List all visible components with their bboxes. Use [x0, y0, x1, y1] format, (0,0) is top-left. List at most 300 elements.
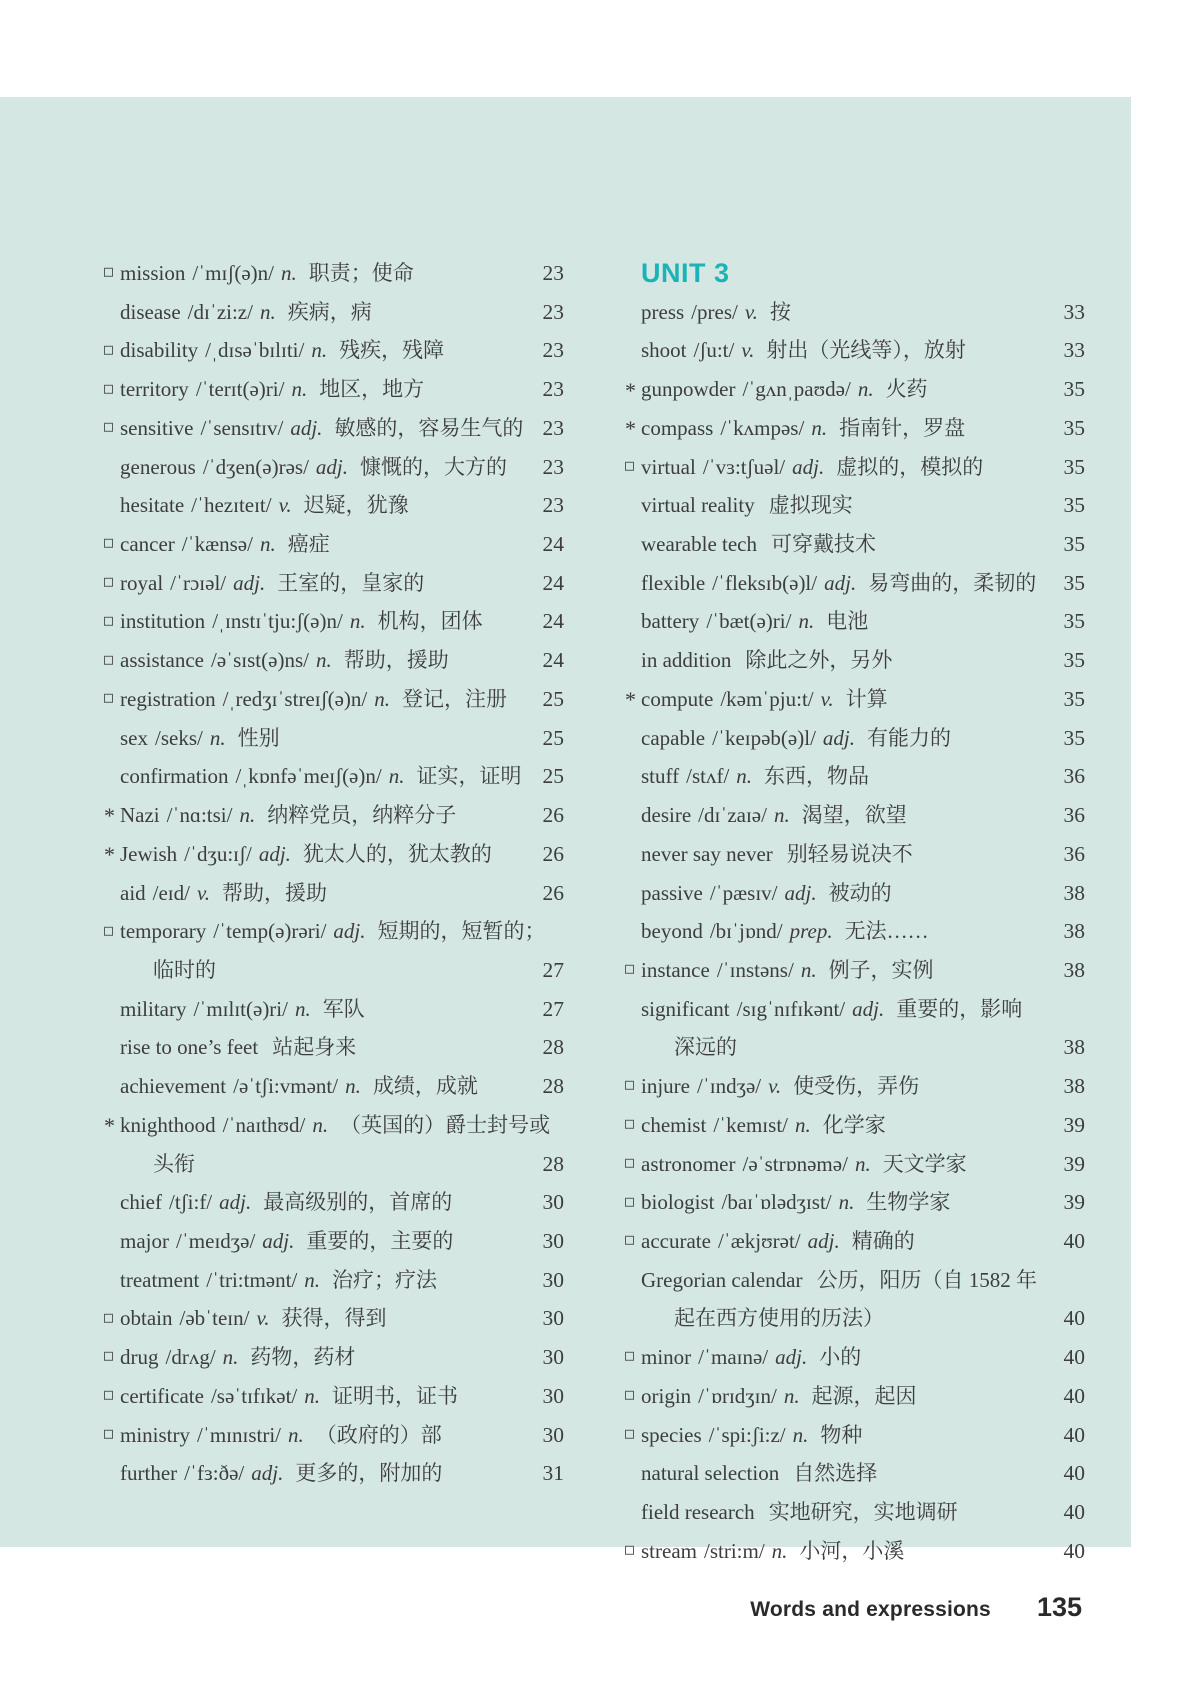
entry-word: chemist [641, 1112, 707, 1137]
glossary-entry [104, 525, 564, 564]
entry-page-ref: 35 [1063, 686, 1085, 711]
glossary-entry [104, 874, 564, 913]
entry-page-ref: 35 [1063, 415, 1085, 440]
entry-page-ref: 39 [1063, 1151, 1085, 1176]
entry-word: species [641, 1422, 702, 1447]
glossary-entry [104, 1261, 564, 1300]
glossary-entry [625, 951, 1085, 990]
glossary-entry-continuation [625, 1299, 1085, 1338]
entry-word: wearable tech [641, 532, 758, 557]
entry-word: Jewish [120, 841, 178, 866]
glossary-entry [625, 370, 1085, 409]
entry-text [120, 525, 330, 564]
entry-word: passive [641, 880, 703, 905]
entry-page-ref: 35 [1063, 532, 1085, 557]
entry-word: further [120, 1461, 178, 1486]
entry-definition: 使受伤，弄伤 [793, 1074, 920, 1099]
entry-pos: n. [854, 1151, 871, 1176]
entry-word: origin [641, 1383, 692, 1408]
box-marker-icon [625, 1197, 634, 1206]
entry-page-ref: 33 [1063, 338, 1085, 363]
glossary-entry [625, 293, 1085, 332]
entry-definition: 虚拟现实 [768, 493, 853, 518]
entry-text [641, 719, 951, 758]
entry-word: disability [120, 338, 199, 363]
entry-text [641, 1377, 917, 1416]
entry-definition: 天文学家 [882, 1151, 967, 1176]
glossary-entry [625, 1145, 1085, 1184]
glossary-entry [104, 409, 564, 448]
entry-page-ref: 36 [1063, 841, 1085, 866]
entry-pos: v. [278, 493, 292, 518]
entry-word: drug [120, 1345, 159, 1370]
entry-page-ref: 28 [542, 1074, 564, 1099]
entry-word: chief [120, 1190, 162, 1215]
entry-phonetic: /sɪgˈnɪfɪkənt/ [736, 996, 846, 1021]
entry-phonetic: /ˈækjʊrət/ [717, 1228, 801, 1253]
entry-definition-continuation: 临时的 [153, 957, 216, 982]
entry-pos: prep. [789, 919, 833, 944]
entry-text [641, 1493, 958, 1532]
entry-page-ref: 33 [1063, 299, 1085, 324]
entry-word: instance [641, 957, 710, 982]
entry-text [120, 641, 449, 680]
entry-phonetic: /əˈsɪst(ə)ns/ [210, 648, 309, 673]
entry-definition: 易弯曲的，柔韧的 [868, 570, 1037, 595]
box-marker-icon [104, 655, 113, 664]
entry-page-ref: 35 [1063, 454, 1085, 479]
glossary-entry [104, 1454, 564, 1493]
entry-text [120, 1106, 550, 1145]
entry-phonetic: /ˈɒrɪdʒɪn/ [698, 1383, 777, 1408]
entry-word: sex [120, 725, 148, 750]
entry-pos: n. [736, 764, 753, 789]
entry-page-ref: 40 [1063, 1306, 1085, 1331]
glossary-column-left [104, 254, 564, 1493]
entry-word: field research [641, 1500, 755, 1524]
entry-phonetic: /ˌredʒɪˈstreɪʃ(ə)n/ [222, 686, 368, 711]
entry-definition: 迟疑，犹豫 [303, 493, 409, 518]
entry-phonetic: /ˈkemɪst/ [713, 1112, 788, 1137]
entry-phonetic: /ˌdɪsəˈbɪlɪti/ [205, 338, 305, 363]
entry-pos: n. [304, 1383, 320, 1408]
entry-text [641, 990, 1022, 1029]
entry-definition: 获得，得到 [281, 1306, 387, 1331]
entry-page-ref [556, 1106, 564, 1145]
entry-definition: 职责；使命 [308, 261, 414, 285]
box-marker-icon [104, 926, 113, 935]
box-marker-icon [625, 1546, 634, 1555]
entry-page-ref: 27 [542, 957, 564, 982]
entry-text [641, 835, 913, 874]
entry-word: natural selection [641, 1461, 780, 1486]
entry-word: accurate [641, 1228, 711, 1253]
entry-text [120, 680, 507, 719]
entry-phonetic: /əbˈteɪn/ [179, 1306, 250, 1331]
entry-word: confirmation [120, 764, 229, 789]
entry-word: sensitive [120, 415, 194, 440]
entry-text [120, 1261, 437, 1300]
glossary-entry [104, 641, 564, 680]
entry-text [120, 254, 414, 293]
box-marker-icon [625, 1081, 634, 1090]
glossary-entry [625, 1067, 1085, 1106]
entry-text [641, 874, 892, 913]
entry-phonetic: /ˈgʌnˌpaʊdə/ [742, 377, 851, 402]
entry-page-ref: 23 [542, 454, 564, 479]
entry-phonetic: /səˈtɪfɪkət/ [210, 1383, 298, 1408]
entry-page-ref: 35 [1063, 648, 1085, 673]
entry-phonetic: /ˈkænsə/ [181, 532, 253, 557]
entry-page-ref: 40 [1063, 1345, 1085, 1370]
entry-pos: v. [744, 299, 758, 324]
entry-text [641, 1338, 861, 1377]
entry-word: battery [641, 609, 700, 634]
entry-definition: 无法…… [844, 919, 929, 944]
entry-text [641, 486, 853, 525]
entry-phonetic: /ˈtri:tmənt/ [206, 1267, 298, 1292]
entry-text [120, 1183, 452, 1222]
entry-text [120, 293, 372, 332]
entry-definition: 有能力的 [867, 725, 951, 750]
entry-pos: n. [773, 803, 790, 828]
entry-phonetic: /tʃi:f/ [168, 1190, 213, 1215]
entry-text [141, 951, 216, 990]
entry-page-ref: 30 [542, 1267, 564, 1292]
entry-pos: adj. [824, 570, 857, 595]
box-marker-icon [104, 578, 113, 587]
glossary-entry [104, 912, 564, 951]
entry-page-ref: 30 [542, 1383, 564, 1408]
entry-pos: n. [783, 1383, 800, 1408]
entry-phonetic: /drʌg/ [165, 1345, 216, 1370]
entry-word: in addition [641, 648, 732, 673]
entry-text [641, 370, 928, 409]
entry-phonetic: /ˈterɪt(ə)ri/ [195, 377, 285, 402]
entry-definition-continuation: 头衔 [153, 1151, 195, 1176]
entry-word: temporary [120, 919, 207, 944]
entry-page-ref [1077, 990, 1085, 1029]
entry-word: shoot [641, 338, 687, 363]
entry-page-ref: 24 [542, 648, 564, 673]
entry-page-ref: 35 [1063, 493, 1085, 518]
star-marker-icon: * [104, 803, 115, 829]
entry-text [641, 525, 876, 564]
entry-word: beyond [641, 919, 703, 944]
glossary-entry [625, 719, 1085, 758]
entry-phonetic: /stri:m/ [703, 1538, 765, 1563]
entry-word: institution [120, 609, 206, 634]
glossary-panel [0, 97, 1131, 1563]
entry-text [120, 486, 409, 525]
entry-text [120, 990, 365, 1029]
entry-phonetic: /ʃu:t/ [693, 338, 735, 363]
entry-pos: n. [374, 686, 390, 711]
entry-definition: 残疾，残障 [339, 338, 445, 363]
entry-definition: 地区，地方 [319, 377, 425, 402]
entry-phonetic: /ˈsensɪtɪv/ [200, 415, 284, 440]
entry-definition: 治疗；疗法 [332, 1267, 438, 1292]
glossary-entry-continuation [104, 951, 564, 990]
entry-word: treatment [120, 1267, 200, 1292]
entry-word: Gregorian calendar [641, 1267, 803, 1292]
entry-phonetic: /bɪˈjɒnd/ [709, 919, 783, 944]
box-marker-icon [104, 539, 113, 548]
entry-text [120, 1338, 355, 1377]
entry-definition: 癌症 [287, 532, 330, 557]
entry-page-ref: 30 [542, 1190, 564, 1215]
entry-word: generous [120, 454, 196, 479]
entry-phonetic: /ˈhezɪteɪt/ [191, 493, 272, 518]
entry-page-ref: 30 [542, 1306, 564, 1331]
entry-definition: （政府的）部 [315, 1422, 442, 1447]
entry-definition: 证明书，证书 [332, 1383, 458, 1408]
entry-phonetic: /əˈstrɒnəmə/ [742, 1151, 848, 1176]
glossary-entry [104, 757, 564, 796]
glossary-entry [104, 564, 564, 603]
entry-phonetic: /ˈrɔɪəl/ [170, 570, 227, 595]
entry-text [120, 564, 424, 603]
entry-pos: n. [294, 996, 311, 1021]
entry-word: obtain [120, 1306, 173, 1331]
glossary-entry [625, 1106, 1085, 1145]
entry-pos: adj. [852, 996, 885, 1021]
entry-phonetic: /ˈmɪlɪt(ə)ri/ [193, 996, 288, 1021]
entry-pos: n. [259, 532, 276, 557]
star-marker-icon: * [625, 377, 636, 403]
entry-definition: 更多的，附加的 [295, 1461, 443, 1486]
entry-phonetic: /ˈtemp(ə)rəri/ [213, 919, 327, 944]
glossary-entry [625, 1338, 1085, 1377]
box-marker-icon [625, 965, 634, 974]
glossary-entry [104, 1028, 564, 1067]
entry-text [120, 1067, 478, 1106]
star-marker-icon: * [625, 687, 636, 713]
entry-pos: n. [838, 1190, 855, 1215]
entry-text [641, 641, 892, 680]
entry-pos: adj. [792, 454, 825, 479]
entry-pos: n. [857, 377, 874, 402]
glossary-entry [104, 1106, 564, 1145]
entry-word: biologist [641, 1190, 715, 1215]
glossary-entry [104, 796, 564, 835]
entry-page-ref: 38 [1063, 1074, 1085, 1099]
entry-definition: 按 [769, 299, 791, 324]
entry-page-ref: 23 [542, 338, 564, 363]
entry-definition: 公历，阳历（自 1582 年 [816, 1267, 1037, 1292]
entry-page-ref: 40 [1063, 1461, 1085, 1486]
box-marker-icon [104, 1391, 113, 1400]
entry-pos: adj. [262, 1228, 295, 1253]
glossary-entry [625, 1377, 1085, 1416]
entry-word: press [641, 299, 685, 324]
entry-text [141, 1145, 195, 1184]
entry-text [641, 1454, 877, 1493]
entry-definition: 机构，团体 [377, 609, 483, 634]
entry-phonetic: /stʌf/ [686, 764, 730, 789]
entry-text [120, 757, 521, 796]
entry-page-ref: 23 [542, 299, 564, 324]
entry-pos: adj. [822, 725, 855, 750]
entry-text [662, 1028, 737, 1067]
entry-pos: n. [795, 1112, 811, 1137]
entry-pos: v. [820, 686, 834, 711]
entry-definition: 自然选择 [793, 1461, 878, 1486]
glossary-entry [625, 835, 1085, 874]
entry-phonetic: /kəmˈpju:t/ [720, 686, 814, 711]
entry-pos: n. [771, 1538, 788, 1563]
entry-definition: 火药 [885, 377, 928, 402]
glossary-entry [104, 1299, 564, 1338]
entry-pos: n. [291, 377, 308, 402]
entry-text [641, 564, 1036, 603]
entry-word: gunpowder [641, 377, 736, 402]
entry-definition: 军队 [322, 996, 365, 1021]
entry-text [120, 912, 546, 951]
entry-pos: n. [222, 1345, 239, 1370]
entry-text [641, 1183, 950, 1222]
entry-text [641, 1532, 904, 1571]
entry-word: minor [641, 1345, 692, 1370]
entry-text [120, 796, 456, 835]
entry-page-ref: 38 [1063, 919, 1085, 944]
box-marker-icon [104, 617, 113, 626]
entry-page-ref: 26 [542, 841, 564, 866]
entry-definition: 射出（光线等），放射 [766, 338, 966, 363]
entry-phonetic: /ˈnaɪthʊd/ [222, 1112, 306, 1137]
entry-phonetic: /ˈfɜ:ðə/ [184, 1461, 245, 1486]
glossary-entry [625, 1261, 1085, 1300]
entry-text [120, 835, 492, 874]
entry-text [120, 448, 507, 487]
entry-text [641, 1067, 919, 1106]
entry-definition: 成绩，成就 [372, 1074, 478, 1099]
entry-definition: 小河，小溪 [799, 1538, 905, 1563]
box-marker-icon [104, 423, 113, 432]
entry-phonetic: /ˈdʒu:ɪʃ/ [184, 841, 252, 866]
entry-page-ref: 25 [542, 764, 564, 789]
entry-word: registration [120, 686, 216, 711]
entry-page-ref: 30 [542, 1228, 564, 1253]
entry-text [641, 796, 907, 835]
entry-word: hesitate [120, 493, 185, 518]
glossary-entry [625, 564, 1085, 603]
entry-phonetic: /ˈspi:ʃi:z/ [708, 1422, 786, 1447]
glossary-entry [625, 448, 1085, 487]
entry-word: injure [641, 1074, 690, 1099]
entry-definition: 药物，药材 [250, 1345, 356, 1370]
glossary-entry [104, 486, 564, 525]
entry-word: compass [641, 415, 714, 440]
star-marker-icon: * [104, 1113, 115, 1139]
entry-word: stuff [641, 764, 680, 789]
entry-definition: 帮助，援助 [343, 648, 449, 673]
glossary-entry [104, 680, 564, 719]
entry-word: mission [120, 261, 186, 285]
entry-pos: v. [256, 1306, 270, 1331]
entry-page-ref: 24 [542, 570, 564, 595]
entry-definition: 虚拟的，模拟的 [836, 454, 984, 479]
entry-pos: n. [349, 609, 366, 634]
entry-text [641, 1222, 915, 1261]
entry-word: significant [641, 996, 730, 1021]
entry-word: never say never [641, 841, 773, 866]
entry-page-ref: 38 [1063, 957, 1085, 982]
entry-word: territory [120, 377, 189, 402]
box-marker-icon [625, 462, 634, 471]
entry-word: disease [120, 299, 181, 324]
entry-definition: 实地研究，实地调研 [768, 1500, 958, 1524]
entry-word: aid [120, 880, 146, 905]
entry-phonetic: /ˈvɜ:tʃuəl/ [702, 454, 786, 479]
entry-pos: n. [288, 1422, 304, 1447]
entry-phonetic: /ˈnɑ:tsi/ [166, 803, 233, 828]
entry-definition: 物种 [820, 1422, 863, 1447]
entry-page-ref: 38 [1063, 1035, 1085, 1060]
entry-word: rise to one’s feet [120, 1035, 259, 1060]
entry-phonetic: /ˈɪndʒə/ [696, 1074, 762, 1099]
entry-text [120, 370, 424, 409]
box-marker-icon [104, 694, 113, 703]
entry-word: stream [641, 1538, 697, 1563]
star-marker-icon: * [625, 416, 636, 442]
entry-text [641, 951, 934, 990]
glossary-entry [104, 293, 564, 332]
glossary-entry [104, 1222, 564, 1261]
box-marker-icon [625, 1159, 634, 1168]
entry-page-ref: 30 [542, 1422, 564, 1447]
entry-definition: 王室的，皇家的 [277, 570, 425, 595]
entry-definition: 例子，实例 [828, 957, 934, 982]
entry-pos: n. [281, 261, 297, 285]
entry-page-ref: 39 [1063, 1112, 1085, 1137]
box-marker-icon [625, 1391, 634, 1400]
entry-page-ref: 23 [542, 415, 564, 440]
glossary-entry [625, 1416, 1085, 1455]
entry-definition: 疾病，病 [287, 299, 372, 324]
entry-definition: 重要的，主要的 [306, 1228, 454, 1253]
entry-definition-continuation: 起在西方使用的历法） [674, 1306, 884, 1331]
entry-page-ref: 31 [542, 1461, 564, 1486]
entry-text [641, 1145, 967, 1184]
entry-pos: adj. [251, 1461, 284, 1486]
glossary-column-right [625, 254, 1085, 1570]
glossary-entry [625, 409, 1085, 448]
entry-pos: n. [311, 338, 328, 363]
entry-text [120, 719, 280, 758]
glossary-entry [625, 486, 1085, 525]
entry-page-ref: 27 [542, 996, 564, 1021]
entry-text [641, 293, 791, 332]
entry-pos: n. [798, 609, 815, 634]
entry-page-ref: 28 [542, 1151, 564, 1176]
entry-text [120, 1416, 442, 1455]
entry-definition: 短期的，短暂的； [377, 919, 546, 944]
entry-definition: 被动的 [828, 880, 892, 905]
glossary-entry [104, 448, 564, 487]
box-marker-icon [104, 346, 113, 355]
entry-page-ref: 26 [542, 880, 564, 905]
entry-page-ref: 39 [1063, 1190, 1085, 1215]
entry-definition: 除此之外，另外 [745, 648, 893, 673]
entry-pos: adj. [775, 1345, 808, 1370]
entry-phonetic: /ˈmeɪdʒə/ [175, 1228, 256, 1253]
entry-pos: adj. [258, 841, 291, 866]
glossary-entry [625, 525, 1085, 564]
entry-word: Nazi [120, 803, 160, 828]
entry-pos: adj. [784, 880, 817, 905]
glossary-entry [104, 719, 564, 758]
